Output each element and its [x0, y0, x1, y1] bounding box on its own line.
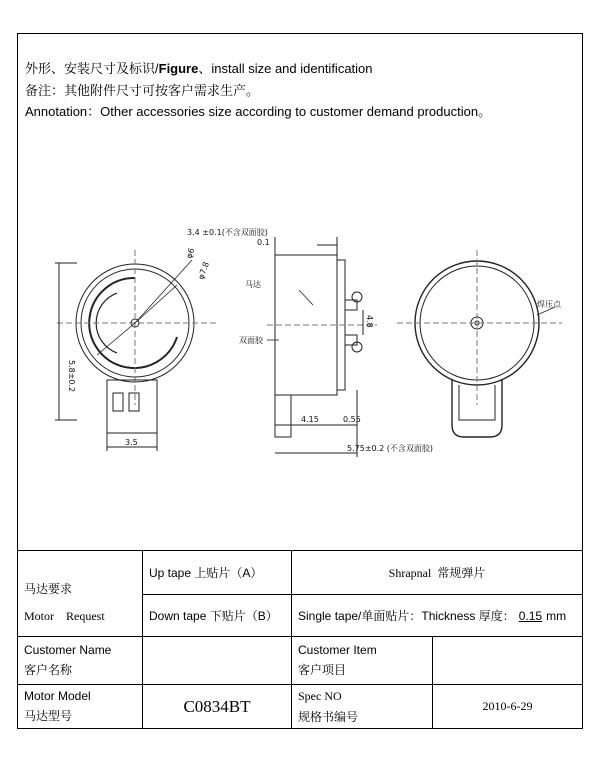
dim-5-75: 5.75±0.2 (不含双面胶) — [347, 444, 434, 453]
dim-phi-7-8: φ7.8 — [196, 260, 212, 281]
customer-name-cell — [18, 637, 143, 685]
annotation-line: Annotation：Other accessories size according to customer demand production。 — [25, 104, 492, 119]
down-tape-label: Down tape 下贴片（B） — [149, 609, 278, 623]
dim-phi-6: φ6 — [184, 246, 197, 260]
spec-no-cn: 规格书编号 — [298, 709, 359, 724]
up-tape-label: Up tape 上贴片（A） — [149, 566, 263, 580]
shrapnal-cell — [292, 551, 583, 595]
single-tape-cell — [292, 595, 583, 637]
customer-name-value — [143, 637, 292, 685]
weld-label: 焊压点 — [537, 300, 561, 309]
front-view — [55, 250, 217, 451]
customer-item-en: Customer Item — [298, 643, 377, 657]
motor-model-cn: 马达型号 — [24, 709, 73, 723]
dim-5-8: 5.8±0.2 — [67, 360, 76, 393]
thickness-value: 0.15 — [518, 609, 543, 623]
customer-item-value — [433, 637, 583, 685]
figure-heading: 外形、安装尺寸及标识/Figure、install size and identification — [25, 61, 373, 76]
motor-request-en: Motor Request — [24, 608, 105, 623]
spec-table — [17, 550, 583, 729]
tape-label: 双面胶 — [239, 336, 263, 345]
spec-no-cell — [292, 685, 433, 729]
thickness-unit: mm — [546, 609, 567, 623]
model-value: C0834BT — [143, 685, 292, 729]
side-view — [267, 237, 377, 457]
technical-drawing — [17, 215, 583, 475]
up-tape-cell — [143, 551, 292, 595]
spec-no-en: Spec NO — [298, 688, 342, 703]
single-tape-label: Single tape/单面贴片：Thickness 厚度： — [298, 609, 515, 623]
motor-model-cell — [18, 685, 143, 729]
motor-request-cn: 马达要求 — [24, 581, 73, 596]
customer-item-cell — [292, 637, 433, 685]
motor-request-cell — [18, 551, 143, 637]
customer-item-cn: 客户项目 — [298, 663, 347, 677]
dim-3-4: 3.4 ±0.1(不含双面胶) — [187, 228, 268, 237]
customer-name-cn: 客户名称 — [24, 663, 73, 677]
dim-4-15: 4.15 — [301, 415, 319, 424]
dim-4-8: 4.8 — [365, 315, 374, 328]
dim-3-5: 3.5 — [125, 438, 138, 447]
motor-model-en: Motor Model — [24, 689, 91, 703]
dim-0-1: 0.1 — [257, 238, 270, 247]
down-tape-cell — [143, 595, 292, 637]
date-value: 2010-6-29 — [433, 685, 583, 729]
customer-name-en: Customer Name — [24, 643, 112, 657]
remark-line: 备注：其他附件尺寸可按客户需求生产。 — [25, 83, 260, 98]
motor-label: 马达 — [245, 280, 261, 289]
dim-0-55: 0.55 — [343, 415, 361, 424]
back-view — [397, 250, 562, 437]
shrapnal-label: Shrapnal 常规弹片 — [388, 566, 486, 580]
